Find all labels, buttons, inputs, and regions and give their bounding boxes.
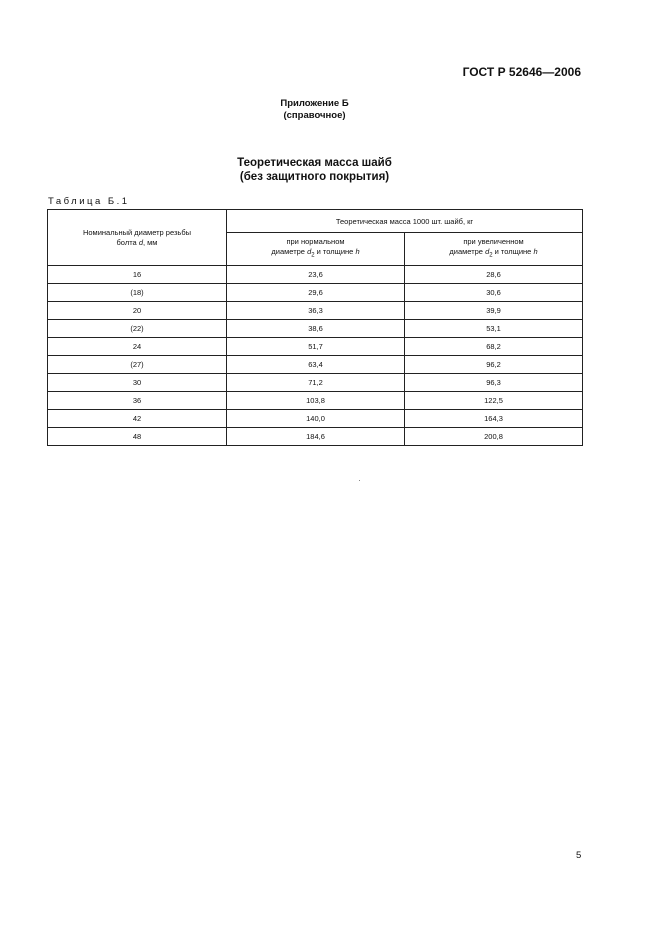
cell-diameter: 24 — [48, 338, 227, 356]
table-row — [48, 374, 583, 392]
cell-mass-enlarged: 96,2 — [405, 356, 583, 374]
page-number: 5 — [576, 850, 582, 861]
cell-diameter: (22) — [48, 320, 227, 338]
table-row — [48, 266, 583, 284]
section-title — [0, 156, 629, 184]
table-row — [48, 302, 583, 320]
mass-table — [47, 209, 583, 446]
cell-mass-enlarged: 39,9 — [405, 302, 583, 320]
cell-mass-enlarged: 68,2 — [405, 338, 583, 356]
cell-diameter: 20 — [48, 302, 227, 320]
col-header-diameter: Номинальный диаметр резьбы болта d, мм — [48, 210, 227, 266]
annex-note: (справочное) — [283, 110, 346, 121]
cell-mass-enlarged: 30,6 — [405, 284, 583, 302]
annex-heading — [0, 98, 629, 122]
cell-diameter: (18) — [48, 284, 227, 302]
section-title-line2: (без защитного покрытия) — [239, 171, 390, 183]
table-row — [48, 284, 583, 302]
table-row — [48, 428, 583, 446]
cell-mass-normal: 51,7 — [227, 338, 405, 356]
scan-speck — [359, 480, 360, 481]
annex-title: Приложение Б — [280, 98, 349, 109]
col-header-enlarged: при увеличенном диаметре $d_2$ и толщине h — [405, 233, 583, 266]
col-header-mass-group: Теоретическая масса 1000 шт. шайб, кг — [227, 210, 583, 233]
cell-mass-normal: 29,6 — [227, 284, 405, 302]
cell-mass-normal: 140,0 — [227, 410, 405, 428]
cell-diameter: (27) — [48, 356, 227, 374]
cell-mass-normal: 36,3 — [227, 302, 405, 320]
table-row — [48, 410, 583, 428]
cell-mass-enlarged: 164,3 — [405, 410, 583, 428]
cell-mass-enlarged: 96,3 — [405, 374, 583, 392]
cell-diameter: 42 — [48, 410, 227, 428]
cell-mass-normal: 184,6 — [227, 428, 405, 446]
standard-number: ГОСТ Р 52646—2006 — [462, 65, 581, 79]
cell-mass-enlarged: 53,1 — [405, 320, 583, 338]
col-header-normal: при нормальном диаметре $d_2$ и толщине h — [227, 233, 405, 266]
cell-mass-enlarged: 28,6 — [405, 266, 583, 284]
cell-mass-normal: 23,6 — [227, 266, 405, 284]
cell-mass-enlarged: 122,5 — [405, 392, 583, 410]
table-row — [48, 392, 583, 410]
cell-diameter: 48 — [48, 428, 227, 446]
cell-mass-normal: 103,8 — [227, 392, 405, 410]
cell-diameter: 36 — [48, 392, 227, 410]
table-row — [48, 356, 583, 374]
table-caption: Таблица Б.1 — [48, 196, 130, 207]
section-title-line1: Теоретическая масса шайб — [237, 157, 392, 169]
cell-mass-normal: 63,4 — [227, 356, 405, 374]
table-row — [48, 338, 583, 356]
cell-mass-enlarged: 200,8 — [405, 428, 583, 446]
table-row — [48, 320, 583, 338]
cell-mass-normal: 71,2 — [227, 374, 405, 392]
cell-diameter: 30 — [48, 374, 227, 392]
cell-diameter: 16 — [48, 266, 227, 284]
cell-mass-normal: 38,6 — [227, 320, 405, 338]
